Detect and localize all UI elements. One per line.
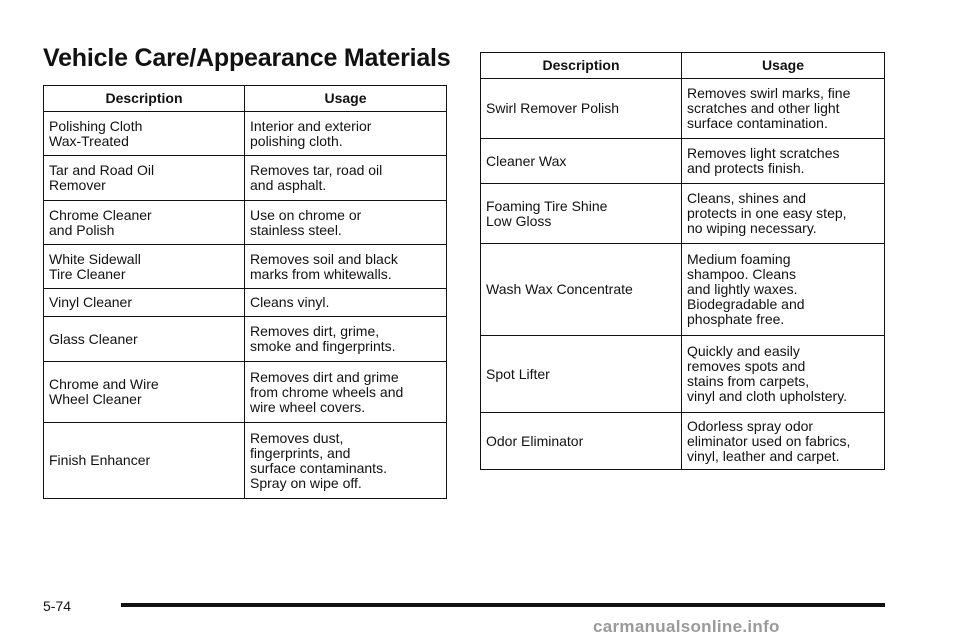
table-row xyxy=(44,423,447,499)
page-title: Vehicle Care/Appearance Materials xyxy=(43,44,451,72)
usage-cell: Use on chrome or stainless steel. xyxy=(245,201,447,245)
usage-cell: Cleans vinyl. xyxy=(245,289,447,317)
usage-cell: Removes dirt and grime from chrome wheels and wire wheel covers. xyxy=(245,362,447,423)
table-row xyxy=(481,139,885,184)
table-row xyxy=(44,112,447,156)
table-row xyxy=(44,201,447,245)
footer-rule xyxy=(121,603,885,607)
table-header-row xyxy=(44,86,447,112)
usage-header: Usage xyxy=(245,86,447,112)
description-cell: Glass Cleaner xyxy=(44,317,245,362)
description-cell: Odor Eliminator xyxy=(481,413,682,470)
description-cell: Cleaner Wax xyxy=(481,139,682,184)
usage-cell: Quickly and easily removes spots and stains from carpets, vinyl and cloth upholstery. xyxy=(682,336,885,413)
description-cell: Chrome Cleaner and Polish xyxy=(44,201,245,245)
usage-header: Usage xyxy=(682,53,885,79)
description-cell: Chrome and Wire Wheel Cleaner xyxy=(44,362,245,423)
usage-cell: Interior and exterior polishing cloth. xyxy=(245,112,447,156)
table-row xyxy=(44,362,447,423)
materials-table-left xyxy=(43,85,447,499)
page-number: 5-74 xyxy=(43,598,72,614)
table-row xyxy=(481,336,885,413)
usage-cell: Odorless spray odor eliminator used on fabrics, vinyl, leather and carpet. xyxy=(682,413,885,470)
description-header: Description xyxy=(44,86,245,112)
table-row xyxy=(44,289,447,317)
usage-cell: Cleans, shines and protects in one easy step, no wiping necessary. xyxy=(682,184,885,244)
description-cell: Tar and Road Oil Remover xyxy=(44,156,245,201)
table-row xyxy=(481,79,885,139)
description-cell: Vinyl Cleaner xyxy=(44,289,245,317)
usage-cell: Removes swirl marks, fine scratches and other light surface contamination. xyxy=(682,79,885,139)
usage-cell: Removes dirt, grime, smoke and fingerprints. xyxy=(245,317,447,362)
description-cell: Spot Lifter xyxy=(481,336,682,413)
usage-cell: Removes tar, road oil and asphalt. xyxy=(245,156,447,201)
usage-cell: Medium foaming shampoo. Cleans and lightly waxes. Biodegradable and phosphate free. xyxy=(682,244,885,336)
materials-table-right xyxy=(480,52,885,470)
description-cell: White Sidewall Tire Cleaner xyxy=(44,245,245,289)
table-row xyxy=(44,156,447,201)
table-header-row xyxy=(481,53,885,79)
table-row xyxy=(481,413,885,470)
description-cell: Wash Wax Concentrate xyxy=(481,244,682,336)
description-cell: Finish Enhancer xyxy=(44,423,245,499)
table-row xyxy=(481,244,885,336)
usage-cell: Removes soil and black marks from whitewalls. xyxy=(245,245,447,289)
description-header: Description xyxy=(481,53,682,79)
table-row xyxy=(481,184,885,244)
watermark[interactable]: carmanualsonline.info xyxy=(593,617,780,636)
description-cell: Swirl Remover Polish xyxy=(481,79,682,139)
usage-cell: Removes light scratches and protects finish. xyxy=(682,139,885,184)
usage-cell: Removes dust, fingerprints, and surface contaminants. Spray on wipe off. xyxy=(245,423,447,499)
description-cell: Polishing Cloth Wax-Treated xyxy=(44,112,245,156)
table-row xyxy=(44,245,447,289)
table-row xyxy=(44,317,447,362)
description-cell: Foaming Tire Shine Low Gloss xyxy=(481,184,682,244)
